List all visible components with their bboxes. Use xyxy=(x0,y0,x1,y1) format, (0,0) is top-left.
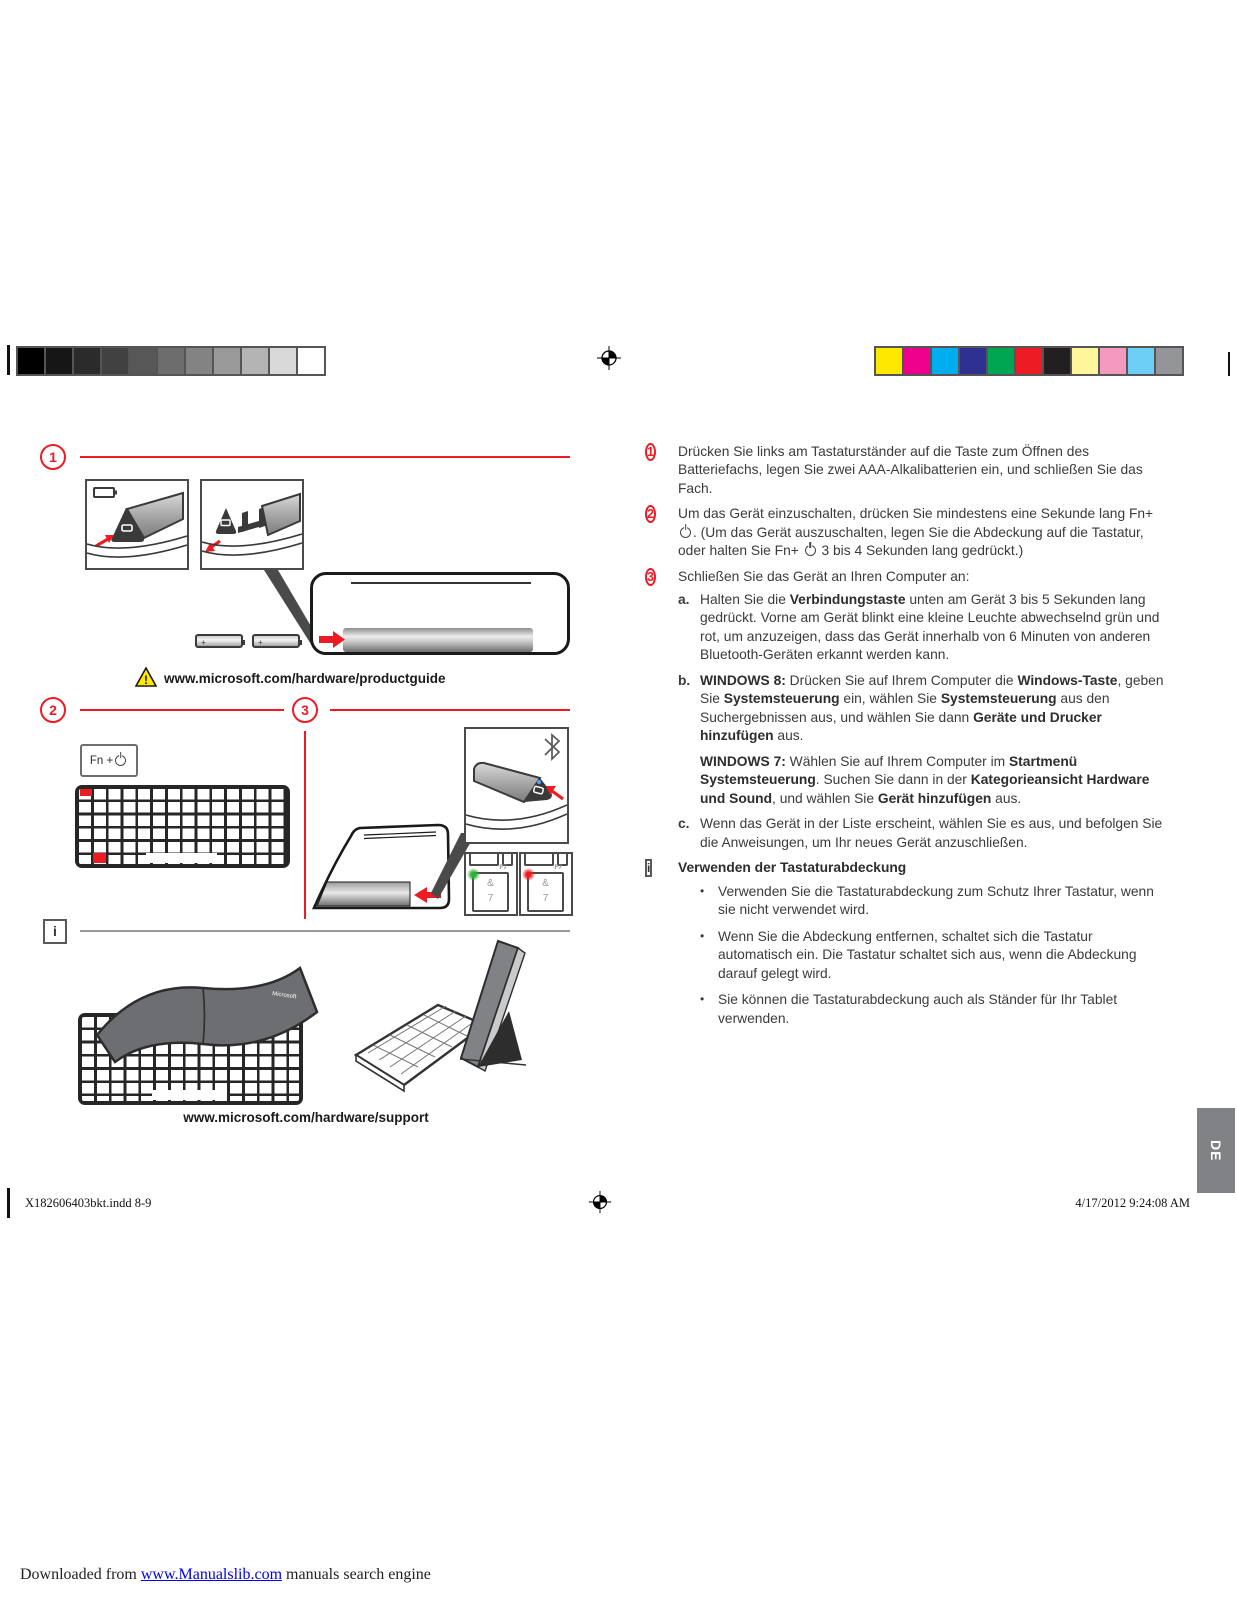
step-3-rule xyxy=(330,709,570,711)
registration-mark-top xyxy=(596,345,622,371)
step-3c-text: Wenn das Gerät in der Liste erscheint, wählen Sie es aus, und befolgen Sie die Anweisungen, um Ihr neues Gerät anzuschließen. xyxy=(700,816,1163,850)
connect-key: & 7 xyxy=(527,872,564,912)
info-bullet-1: • Verwenden Sie die Tastaturabdeckung zum Schutz Ihrer Tastatur, wenn sie nicht verwendet wird. xyxy=(700,883,1154,918)
f7-label: F7 xyxy=(554,864,562,871)
productguide-url: www.microsoft.com/hardware/productguide xyxy=(164,671,446,686)
calibration-swatch xyxy=(72,346,102,376)
aaa-battery-1: + xyxy=(195,634,243,648)
calibration-swatch xyxy=(128,346,158,376)
calibration-swatch xyxy=(1070,346,1100,376)
calibration-swatch xyxy=(1042,346,1072,376)
calibration-swatch xyxy=(1014,346,1044,376)
footer-filename: X182606403bkt.indd 8-9 xyxy=(25,1196,152,1210)
battery-compartment-illustration xyxy=(310,572,570,655)
step-1-rule xyxy=(80,456,570,458)
spacebar xyxy=(152,1090,226,1100)
info-heading-row xyxy=(645,859,1169,877)
warning-icon xyxy=(135,667,157,687)
download-suffix: manuals search engine xyxy=(282,1566,431,1583)
connect-key: & 7 xyxy=(472,872,509,912)
step-1-marker: 1 xyxy=(40,444,66,470)
calibration-swatch xyxy=(240,346,270,376)
fn-key-highlight-top xyxy=(80,789,92,796)
calibration-swatch xyxy=(44,346,74,376)
support-url: www.microsoft.com/hardware/support xyxy=(183,1110,429,1125)
battery-in-compartment xyxy=(343,628,533,652)
step-1-badge: 1 xyxy=(647,445,654,459)
spacebar xyxy=(146,853,217,863)
fn-power-key: Fn + xyxy=(80,744,138,777)
instruction-step-3b-windows7 xyxy=(700,753,1169,808)
step-3b-windows8-text: WINDOWS 8: Drücken Sie auf Ihrem Computer die Windows-Taste, geben Sie Systemsteuerung ein, wählen Sie Systemsteuerung aus den Suchergebnissen aus, und wählen Sie dann Geräte und Drucker hinzufügen aus. xyxy=(700,672,1164,744)
step-2-text: Um das Gerät einzuschalten, drücken Sie mindestens eine Sekunde lang Fn+ . (Um das Gerät auszuschalten, legen Sie die Abdeckung auf die Tastatur, oder halten Sie Fn+ 3 bis 4 Sekunden lang gedrückt.) xyxy=(678,506,1154,559)
connect-button-detail-illustration xyxy=(464,727,569,844)
calibration-swatch xyxy=(902,346,932,376)
calibration-swatch xyxy=(268,346,298,376)
calibration-swatch xyxy=(1098,346,1128,376)
keyboard-cover-illustration xyxy=(85,940,335,1080)
step-2-marker: 2 xyxy=(40,697,66,723)
info-badge: i xyxy=(647,861,651,876)
battery-icon xyxy=(94,488,114,497)
manualslib-link[interactable]: www.Manualslib.com xyxy=(140,1566,283,1583)
step-3a-text: Halten Sie die Verbindungstaste unten am Gerät 3 bis 5 Sekunden lang gedrückt. Vorne am Gerät blinkt eine kleine Leuchte abwechselnd grün und rot, um anzuzeigen, dass das Gerät innerhalb von 6 Minuten von anderen Bluetooth-Geräten erkannt werden kann. xyxy=(700,591,1160,663)
info-bullet-2: • Wenn Sie die Abdeckung entfernen, schaltet sich die Tastatur automatisch ein. Die Tastatur schaltet sich aus, wenn die Abdeckung darauf gelegt wird. xyxy=(700,928,1137,981)
language-tab-de: DE xyxy=(1197,1108,1235,1193)
green-led xyxy=(467,868,480,881)
instruction-step-2 xyxy=(645,505,1169,560)
calibration-swatch xyxy=(184,346,214,376)
info-heading: Verwenden der Tastaturabdeckung xyxy=(678,860,907,876)
red-led xyxy=(522,868,535,881)
aaa-battery-2: + xyxy=(252,634,300,648)
connect-key-red xyxy=(519,852,573,916)
crop-tick-bottom-left xyxy=(7,1188,10,1218)
instruction-step-1 xyxy=(645,443,1169,498)
crop-tick-left xyxy=(7,345,10,375)
download-bar xyxy=(20,1566,431,1584)
calibration-swatch xyxy=(930,346,960,376)
calibration-swatch xyxy=(296,346,326,376)
grayscale-calibration-bar xyxy=(18,346,326,376)
download-prefix: Downloaded from xyxy=(20,1566,141,1583)
step-3b-windows7-text: WINDOWS 7: Wählen Sie auf Ihrem Computer im Startmenü Systemsteuerung. Suchen Sie dann in der Kategorieansicht Hardware und Sound, und wählen Sie Gerät hinzufügen aus. xyxy=(700,753,1150,806)
battery-door-closed-illustration xyxy=(85,479,189,570)
battery-door-open-illustration xyxy=(200,479,304,570)
connect-key-green xyxy=(464,852,518,916)
calibration-swatch xyxy=(156,346,186,376)
calibration-swatch xyxy=(16,346,46,376)
power-icon xyxy=(805,545,816,556)
color-calibration-bar xyxy=(876,346,1184,376)
f7-label: F7 xyxy=(499,864,507,871)
calibration-swatch xyxy=(212,346,242,376)
instruction-step-3b: b. WINDOWS 8: Drücken Sie auf Ihrem Computer die Windows-Taste, geben Sie Systemsteuerung ein, wählen Sie Systemsteuerung aus den Suchergebnissen aus, und wählen Sie dann Geräte und Drucker hinzufügen aus. xyxy=(678,672,1169,746)
registration-mark-bottom xyxy=(588,1190,612,1214)
cover-logo: Microsoft xyxy=(271,991,297,1001)
calibration-swatch xyxy=(874,346,904,376)
instruction-step-3c: c. Wenn das Gerät in der Liste erscheint, wählen Sie es aus, und befolgen Sie die Anweisungen, um Ihr neues Gerät anzuschließen. xyxy=(678,815,1169,852)
info-rule xyxy=(80,930,570,932)
info-bullet-3: • Sie können die Tastaturabdeckung auch als Ständer für Ihr Tablet verwenden. xyxy=(700,992,1118,1026)
step-3-marker: 3 xyxy=(292,697,318,723)
step-2-badge: 2 xyxy=(647,507,654,522)
tablet-stand-illustration xyxy=(348,933,553,1103)
step-2-rule xyxy=(80,709,284,711)
power-icon xyxy=(680,527,691,538)
bluetooth-icon xyxy=(545,735,559,759)
power-icon xyxy=(115,755,126,766)
insert-arrow xyxy=(319,631,345,648)
calibration-swatch xyxy=(100,346,130,376)
keyboard-illustration xyxy=(75,785,290,868)
step-3-text: Schließen Sie das Gerät an Ihren Computer an: xyxy=(678,568,970,584)
step-1-text: Drücken Sie links am Tastaturständer auf die Taste zum Öffnen des Batteriefachs, legen Sie zwei AAA-Alkalibatterien ein, und schließen Sie das Fach. xyxy=(678,444,1143,496)
calibration-swatch xyxy=(1126,346,1156,376)
calibration-swatch xyxy=(1154,346,1184,376)
footer-timestamp: 4/17/2012 9:24:08 AM xyxy=(1075,1196,1190,1210)
calibration-swatch xyxy=(986,346,1016,376)
fn-key-highlight-bottom xyxy=(93,853,106,863)
instruction-step-3a: a. Halten Sie die Verbindungstaste unten am Gerät 3 bis 5 Sekunden lang gedrückt. Vorne am Gerät blinkt eine kleine Leuchte abwechselnd grün und rot, um anzuzeigen, dass das Gerät innerhalb von 6 Minuten von anderen Bluetooth-Geräten erkannt werden kann. xyxy=(678,591,1169,665)
instruction-step-3 xyxy=(645,568,1169,587)
step-3-badge: 3 xyxy=(647,569,654,584)
info-marker: i xyxy=(43,919,67,944)
crop-tick-right xyxy=(1228,352,1230,376)
svg-text:!: ! xyxy=(144,673,148,687)
instructions-column xyxy=(645,443,1169,1036)
calibration-swatch xyxy=(958,346,988,376)
